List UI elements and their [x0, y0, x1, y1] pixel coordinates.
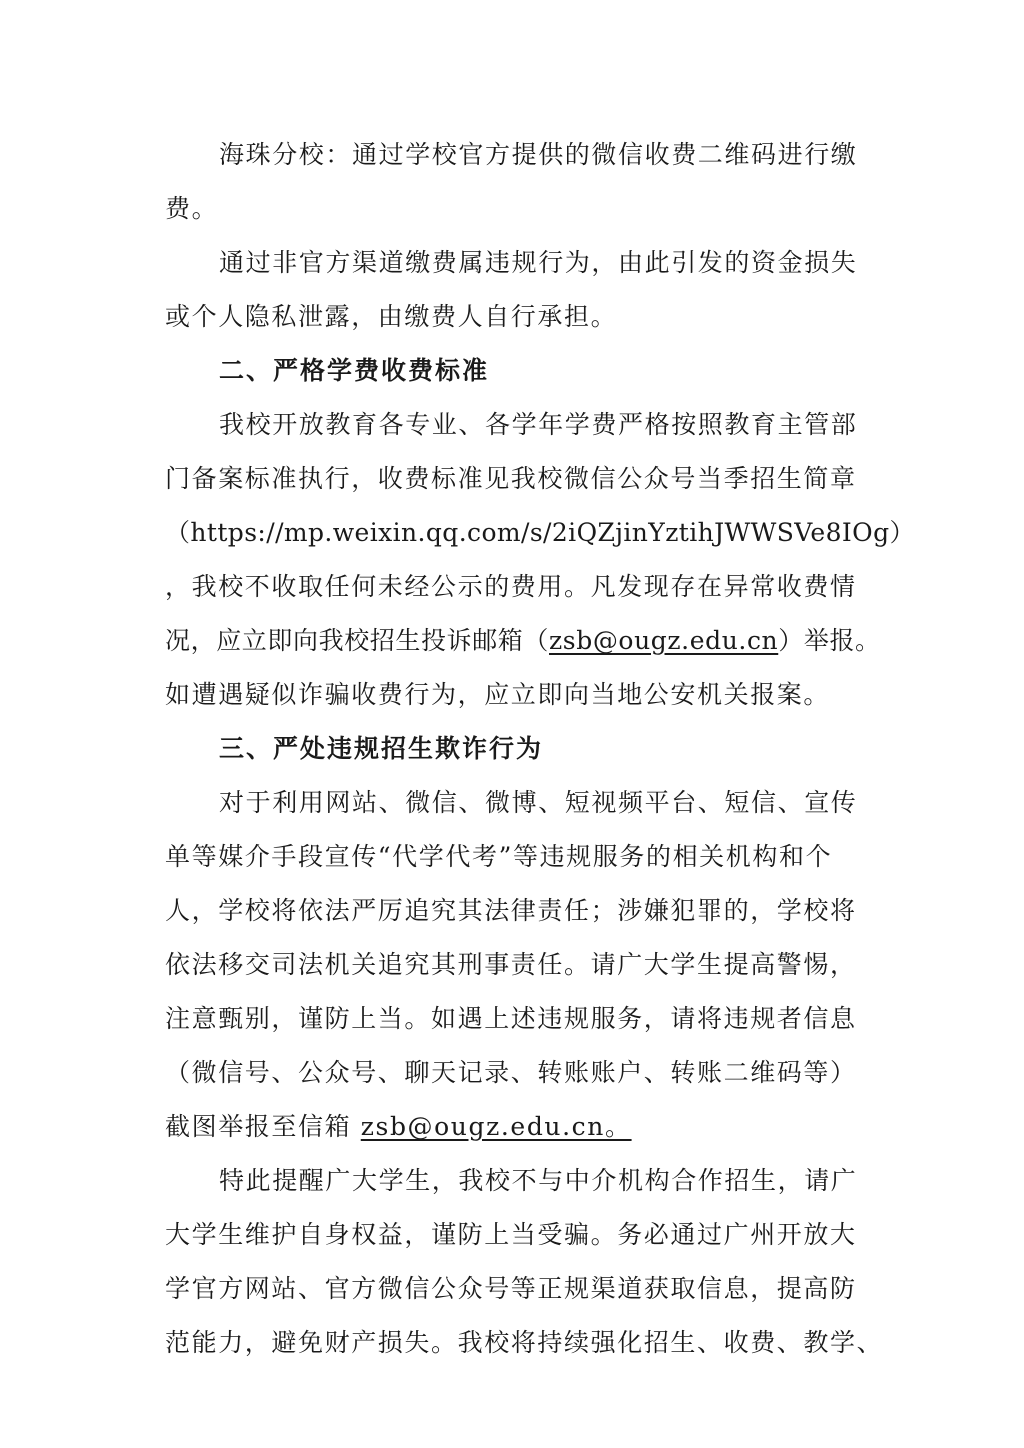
paragraph-line [165, 1208, 875, 1262]
paragraph-line [165, 398, 875, 452]
text-run: 况，应立即向我校招生投诉邮箱（ [165, 626, 550, 655]
paragraph-line [165, 128, 875, 182]
paragraph-line [165, 1046, 875, 1100]
text-run: 或个人隐私泄露，由缴费人自行承担。 [165, 302, 618, 331]
text-run: 截图举报至信箱 [165, 1112, 361, 1141]
text-run: 我校开放教育各专业、各学年学费严格按照教育主管部 [219, 410, 858, 439]
section-heading [165, 344, 875, 398]
text-run: 通过非官方渠道缴费属违规行为，由此引发的资金损失 [219, 248, 858, 277]
paragraph-line [165, 290, 875, 344]
text-run: 范能力，避免财产损失。我校将持续强化招生、收费、教学、 [165, 1328, 884, 1357]
complaint-email-link[interactable]: zsb@ougz.edu.cn [549, 626, 779, 655]
report-email-link[interactable]: zsb@ougz.edu.cn。 [360, 1112, 632, 1141]
text-run: 依法移交司法机关追究其刑事责任。请广大学生提高警惕， [165, 950, 857, 979]
paragraph-line [165, 776, 875, 830]
text-run: 学官方网站、官方微信公众号等正规渠道获取信息，提高防 [165, 1274, 857, 1303]
paragraph-line [165, 938, 875, 992]
paragraph-line [165, 992, 875, 1046]
text-run: ，我校不收取任何未经公示的费用。凡发现存在异常收费情 [165, 572, 857, 601]
admissions-guide-url: （https://mp.weixin.qq.com/s/2iQZjinYztihJWWSVe8IOg） [165, 518, 915, 547]
text-run: 费。 [165, 194, 219, 223]
text-run: 海珠分校：通过学校官方提供的微信收费二维码进行缴 [219, 140, 858, 169]
text-run: 人，学校将依法严厉追究其法律责任；涉嫌犯罪的，学校将 [165, 896, 857, 925]
section-heading [165, 722, 875, 776]
text-run: 如遭遇疑似诈骗收费行为，应立即向当地公安机关报案。 [165, 680, 831, 709]
paragraph-line [165, 182, 875, 236]
paragraph-line [165, 560, 875, 614]
text-run: 特此提醒广大学生，我校不与中介机构合作招生，请广 [219, 1166, 858, 1195]
text-run: 大学生维护自身权益，谨防上当受骗。务必通过广州开放大 [165, 1220, 857, 1249]
paragraph-line [165, 884, 875, 938]
document-body [165, 128, 915, 1370]
heading-text: 二、严格学费收费标准 [219, 356, 490, 385]
text-run: 单等媒介手段宣传“代学代考”等违规服务的相关机构和个 [165, 842, 833, 871]
paragraph-line [165, 236, 875, 290]
heading-text: 三、严处违规招生欺诈行为 [219, 734, 544, 763]
paragraph-line [165, 1262, 875, 1316]
text-run: ）举报。 [778, 626, 881, 655]
text-run: 注意甄别，谨防上当。如遇上述违规服务，请将违规者信息 [165, 1004, 857, 1033]
paragraph-line [165, 1100, 875, 1154]
url-line [165, 506, 915, 560]
paragraph-line [165, 830, 875, 884]
paragraph-line [165, 452, 875, 506]
text-run: 对于利用网站、微信、微博、短视频平台、短信、宣传 [219, 788, 858, 817]
paragraph-line [165, 1316, 884, 1370]
paragraph-line [165, 1154, 875, 1208]
paragraph-line [165, 668, 875, 722]
text-run: 门备案标准执行，收费标准见我校微信公众号当季招生简章 [165, 464, 857, 493]
text-run: （微信号、公众号、聊天记录、转账账户、转账二维码等） [165, 1058, 857, 1087]
paragraph-line [165, 614, 881, 668]
